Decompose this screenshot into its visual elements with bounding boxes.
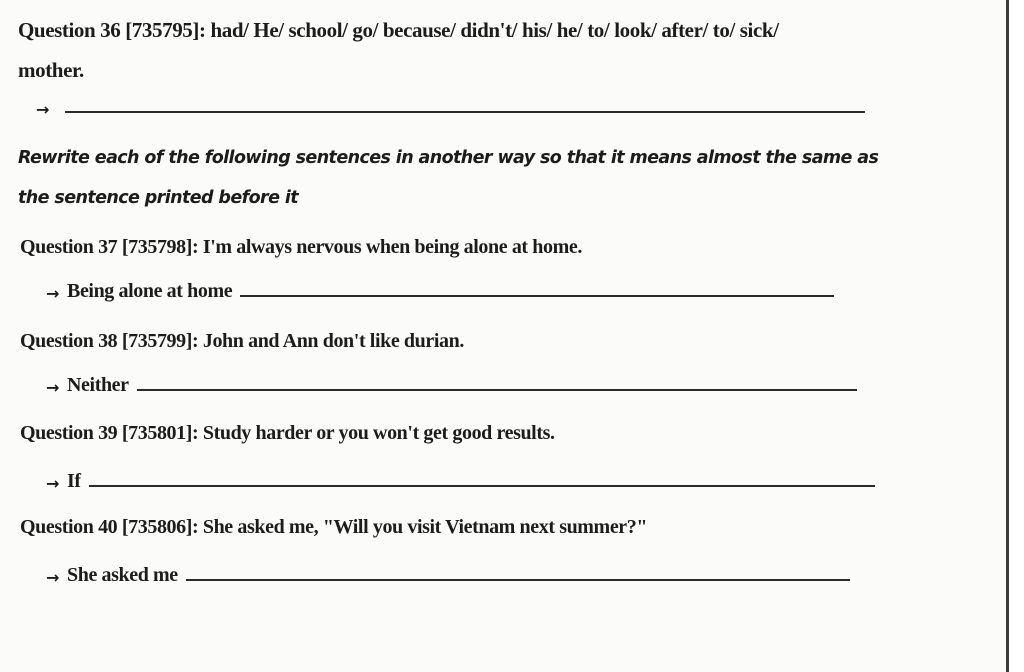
arrow-icon: → <box>46 568 60 587</box>
question-39-answer-blank[interactable] <box>89 484 875 487</box>
question-38-prompt: Neither <box>67 374 129 396</box>
question-37-answer-blank[interactable] <box>240 294 834 297</box>
question-36-text: Question 36 [735795]: had/ He/ school/ go/ because/ didn't/ his/ he/ to/ look/ after/ to/ sick/ <box>18 18 779 42</box>
instruction-text-continued: the sentence printed before it <box>18 188 299 208</box>
question-40-text: Question 40 [735806]: She asked me, "Will you visit Vietnam next summer?" <box>20 516 648 538</box>
arrow-icon: → <box>46 284 60 303</box>
question-38-text: Question 38 [735799]: John and Ann don't like durian. <box>20 330 464 352</box>
page-edge <box>1006 0 1009 672</box>
arrow-icon: → <box>46 378 60 397</box>
question-37-text: Question 37 [735798]: I'm always nervous when being alone at home. <box>20 236 582 258</box>
question-37-answer-row <box>46 280 834 303</box>
question-40-answer-row <box>46 564 850 587</box>
question-38-answer-blank[interactable] <box>137 388 857 391</box>
question-39-answer-row <box>46 470 875 493</box>
question-36-answer-row <box>36 100 865 119</box>
question-39-text: Question 39 [735801]: Study harder or you won't get good results. <box>20 422 555 444</box>
arrow-icon: → <box>36 100 50 119</box>
question-38-answer-row <box>46 374 857 397</box>
question-39-prompt: If <box>67 470 81 492</box>
question-40-prompt: She asked me <box>67 564 178 586</box>
question-40-answer-blank[interactable] <box>186 578 850 581</box>
instruction-text: Rewrite each of the following sentences in another way so that it means almost the same as <box>18 148 879 168</box>
arrow-icon: → <box>46 474 60 493</box>
question-36-text-continued: mother. <box>18 58 84 82</box>
question-37-prompt: Being alone at home <box>67 280 233 302</box>
question-36-answer-blank[interactable] <box>65 110 865 113</box>
